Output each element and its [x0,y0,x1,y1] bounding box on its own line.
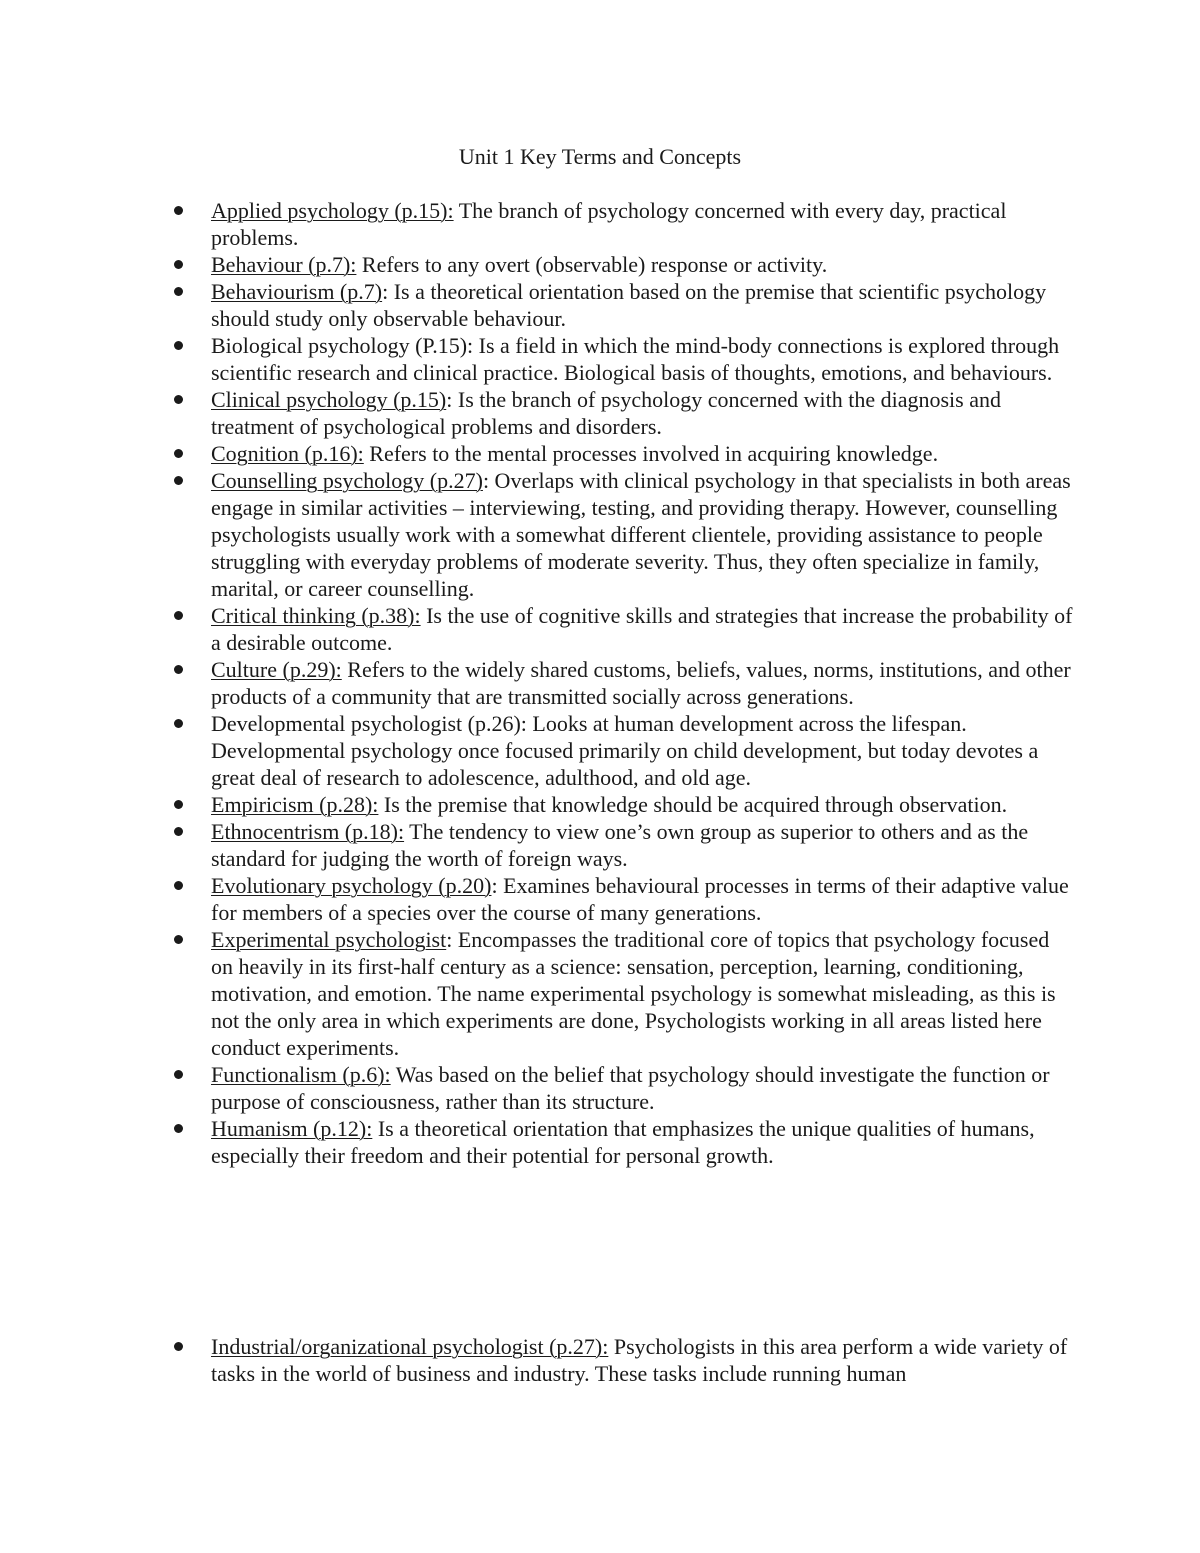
term-definition: The branch of psychology concerned with every day, practical problems. [211,198,1007,250]
term-label: Critical thinking (p.38): [211,603,421,628]
term-definition: Was based on the belief that psychology should investigate the function or purpose of consciousness, rather than its structure. [211,1062,1050,1114]
list-item [174,197,1074,251]
bullet-icon [174,800,183,809]
term-definition: : Is the branch of psychology concerned with the diagnosis and treatment of psychological problems and disorders. [211,387,1001,439]
bullet-icon [174,476,183,485]
list-item [174,872,1074,926]
terms-list-continued [174,1333,1074,1387]
term-label: Humanism (p.12): [211,1116,373,1141]
list-item [174,278,1074,332]
list-item [174,602,1074,656]
term-label: Developmental psychologist (p.26) [211,711,521,736]
list-item [174,1061,1074,1115]
list-item [174,926,1074,1061]
bullet-icon [174,665,183,674]
bullet-icon [174,1124,183,1133]
list-item [174,818,1074,872]
term-definition: Is the use of cognitive skills and strategies that increase the probability of a desirable outcome. [211,603,1073,655]
terms-list [174,197,1074,1169]
bullet-icon [174,206,183,215]
list-item [174,656,1074,710]
term-label: Applied psychology (p.15): [211,198,454,223]
term-label: Evolutionary psychology (p.20) [211,873,492,898]
bullet-icon [174,260,183,269]
bullet-icon [174,1070,183,1079]
term-definition: Is a theoretical orientation that emphasizes the unique qualities of humans, especially their freedom and their potential for personal growth. [211,1116,1035,1168]
term-definition: : Encompasses the traditional core of topics that psychology focused on heavily in its first-half century as a science: sensation, perception, learning, conditioning, motivation, and emotion. The name experimental psychology is somewhat misleading, as this is not the only area in which experiments are done, Psychologists working in all areas listed here conduct experiments. [211,927,1056,1060]
term-definition: Refers to the mental processes involved in acquiring knowledge. [363,441,939,466]
term-label: Cognition (p.16): [211,441,364,466]
term-definition: Is the premise that knowledge should be acquired through observation. [378,792,1008,817]
term-label: Experimental psychologist [211,927,447,952]
page-title: Unit 1 Key Terms and Concepts [458,144,742,169]
term-label: Counselling psychology (p.27) [211,468,483,493]
bullet-icon [174,719,183,728]
term-definition: : Is a field in which the mind-body connections is explored through scientific research and clinical practice. Biological basis of thoughts, emotions, and behaviours. [211,333,1060,385]
list-item [174,332,1074,386]
list-item [174,1333,1074,1387]
term-definition: : Overlaps with clinical psychology in that specialists in both areas engage in similar activities – interviewing, testing, and providing therapy. However, counselling psychologists usually work with a somewhat different clientele, providing assistance to people struggling with everyday problems of moderate severity. Thus, they often specialize in family, marital, or career counselling. [211,468,1071,601]
list-item [174,791,1074,818]
bullet-icon [174,395,183,404]
term-label: Functionalism (p.6): [211,1062,391,1087]
list-item [174,440,1074,467]
bullet-icon [174,449,183,458]
bullet-icon [174,881,183,890]
list-item [174,710,1074,791]
bullet-icon [174,1342,183,1351]
term-definition: : Examines behavioural processes in terms of their adaptive value for members of a species over the course of many generations. [211,873,1069,925]
term-label: Clinical psychology (p.15) [211,387,447,412]
list-item [174,467,1074,602]
term-label: Biological psychology (P.15) [211,333,468,358]
list-item [174,386,1074,440]
term-label: Behaviourism (p.7) [211,279,383,304]
term-definition: Refers to any overt (observable) response or activity. [356,252,828,277]
bullet-icon [174,827,183,836]
term-definition: : Is a theoretical orientation based on the premise that scientific psychology should study only observable behaviour. [211,279,1047,331]
term-label: Industrial/organizational psychologist (p.27): [211,1334,609,1359]
list-item [174,251,1074,278]
bullet-icon [174,287,183,296]
term-definition: Psychologists in this area perform a wide variety of tasks in the world of business and industry. These tasks include running human [211,1334,1068,1386]
bullet-icon [174,935,183,944]
term-definition: Refers to the widely shared customs, beliefs, values, norms, institutions, and other products of a community that are transmitted socially across generations. [211,657,1071,709]
list-item [174,1115,1074,1169]
term-label: Culture (p.29): [211,657,342,682]
term-label: Empiricism (p.28): [211,792,379,817]
term-definition: : Looks at human development across the lifespan. Developmental psychology once focused primarily on child development, but today devotes a great deal of research to adolescence, adulthood, and old age. [211,711,1039,790]
bullet-icon [174,341,183,350]
term-label: Behaviour (p.7): [211,252,357,277]
term-definition: The tendency to view one’s own group as superior to others and as the standard for judging the worth of foreign ways. [211,819,1029,871]
term-label: Ethnocentrism (p.18): [211,819,405,844]
bullet-icon [174,611,183,620]
